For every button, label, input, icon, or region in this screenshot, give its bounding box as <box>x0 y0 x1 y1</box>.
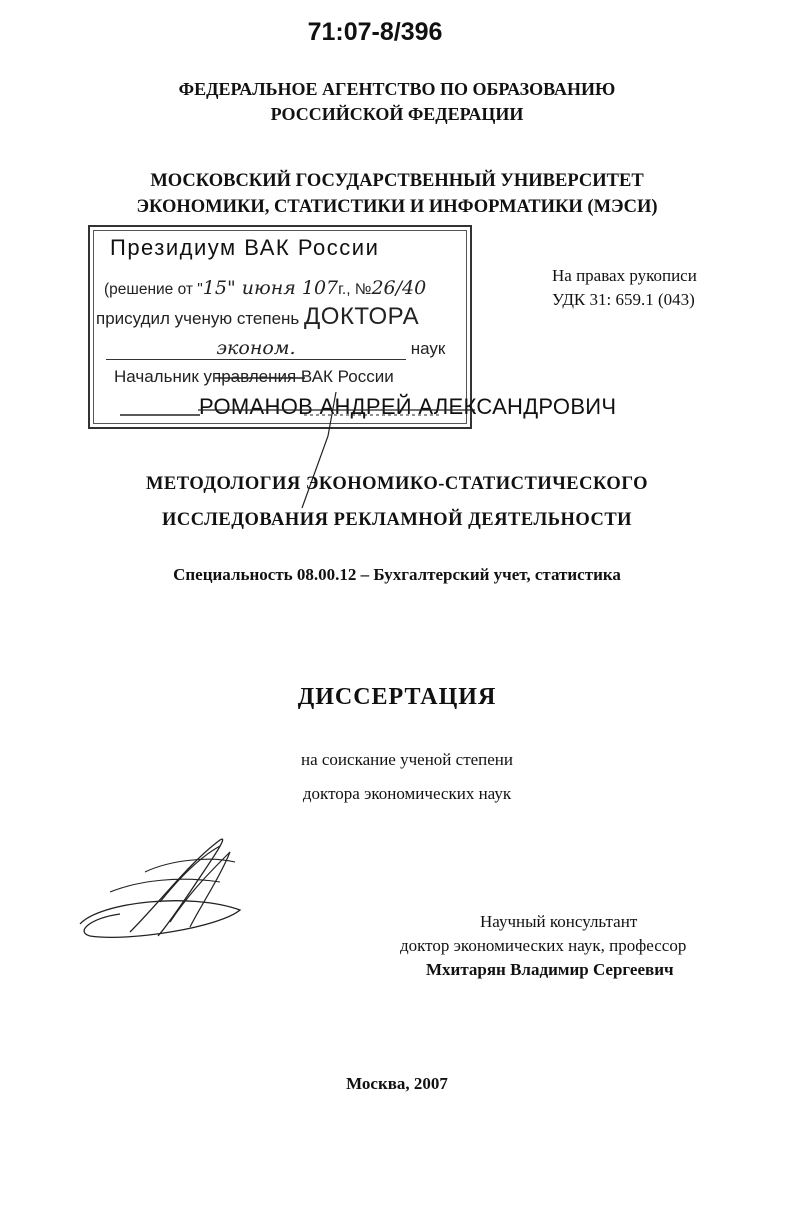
university-line-1: МОСКОВСКИЙ ГОСУДАРСТВЕННЫЙ УНИВЕРСИТЕТ <box>150 171 644 191</box>
stamp-field-suffix: наук <box>410 339 446 358</box>
stamp-field-hand: эконом. <box>106 337 406 360</box>
stamp-awarded-degree: ДОКТОРА <box>304 303 420 330</box>
stamp-decision-year: 07 <box>313 277 339 299</box>
stamp-decision-date: 15" июня 1 <box>202 277 314 299</box>
agency-line-1: ФЕДЕРАЛЬНОЕ АГЕНТСТВО ПО ОБРАЗОВАНИЮ <box>178 79 616 99</box>
city-year: Москва, 2007 <box>346 1074 448 1093</box>
rights-line-2: УДК 31: 659.1 (043) <box>552 290 695 309</box>
stamp-decision-mid: г., № <box>338 281 372 298</box>
agency-line-2: РОССИЙСКОЙ ФЕДЕРАЦИИ <box>270 104 524 124</box>
university-line-2: ЭКОНОМИКИ, СТАТИСТИКИ И ИНФОРМАТИКИ (МЭСИ) <box>136 197 658 217</box>
stamp-field-line <box>106 337 445 360</box>
author-name: РОМАНОВ АНДРЕЙ АЛЕКСАНДРОВИЧ <box>199 394 617 419</box>
stamp-decision-line <box>104 277 426 299</box>
archive-number: 71:07-8/396 <box>307 18 443 46</box>
stamp-title: Президиум ВАК России <box>110 235 380 260</box>
advisor-block <box>400 910 750 982</box>
rights-block <box>552 264 697 312</box>
stamp-awarded-line <box>96 303 419 331</box>
stamp-chief-line: Начальник управления ВАК России <box>114 367 394 386</box>
rights-line-1: На правах рукописи <box>552 266 697 285</box>
degree-line-2: доктора экономических наук <box>302 784 512 803</box>
title-line-1: МЕТОДОЛОГИЯ ЭКОНОМИКО-СТАТИСТИЧЕСКОГО <box>145 474 649 494</box>
stamp-decision-prefix: (решение от " <box>104 281 203 298</box>
specialty: Специальность 08.00.12 – Бухгалтерский учет, статистика <box>173 565 621 584</box>
stamp-decision-number: 26/40 <box>371 277 427 299</box>
advisor-credentials: доктор экономических наук, профессор <box>400 936 687 955</box>
stamp-awarded-prefix: присудил ученую степень <box>96 309 300 328</box>
title-line-2: ИССЛЕДОВАНИЯ РЕКЛАМНОЙ ДЕЯТЕЛЬНОСТИ <box>161 510 633 530</box>
document-type: ДИССЕРТАЦИЯ <box>297 684 497 710</box>
advisor-name: Мхитарян Владимир Сергеевич <box>426 960 674 979</box>
signature-scribble <box>70 832 260 952</box>
advisor-role: Научный консультант <box>480 912 638 931</box>
degree-line-1: на соискание ученой степени <box>300 750 514 769</box>
